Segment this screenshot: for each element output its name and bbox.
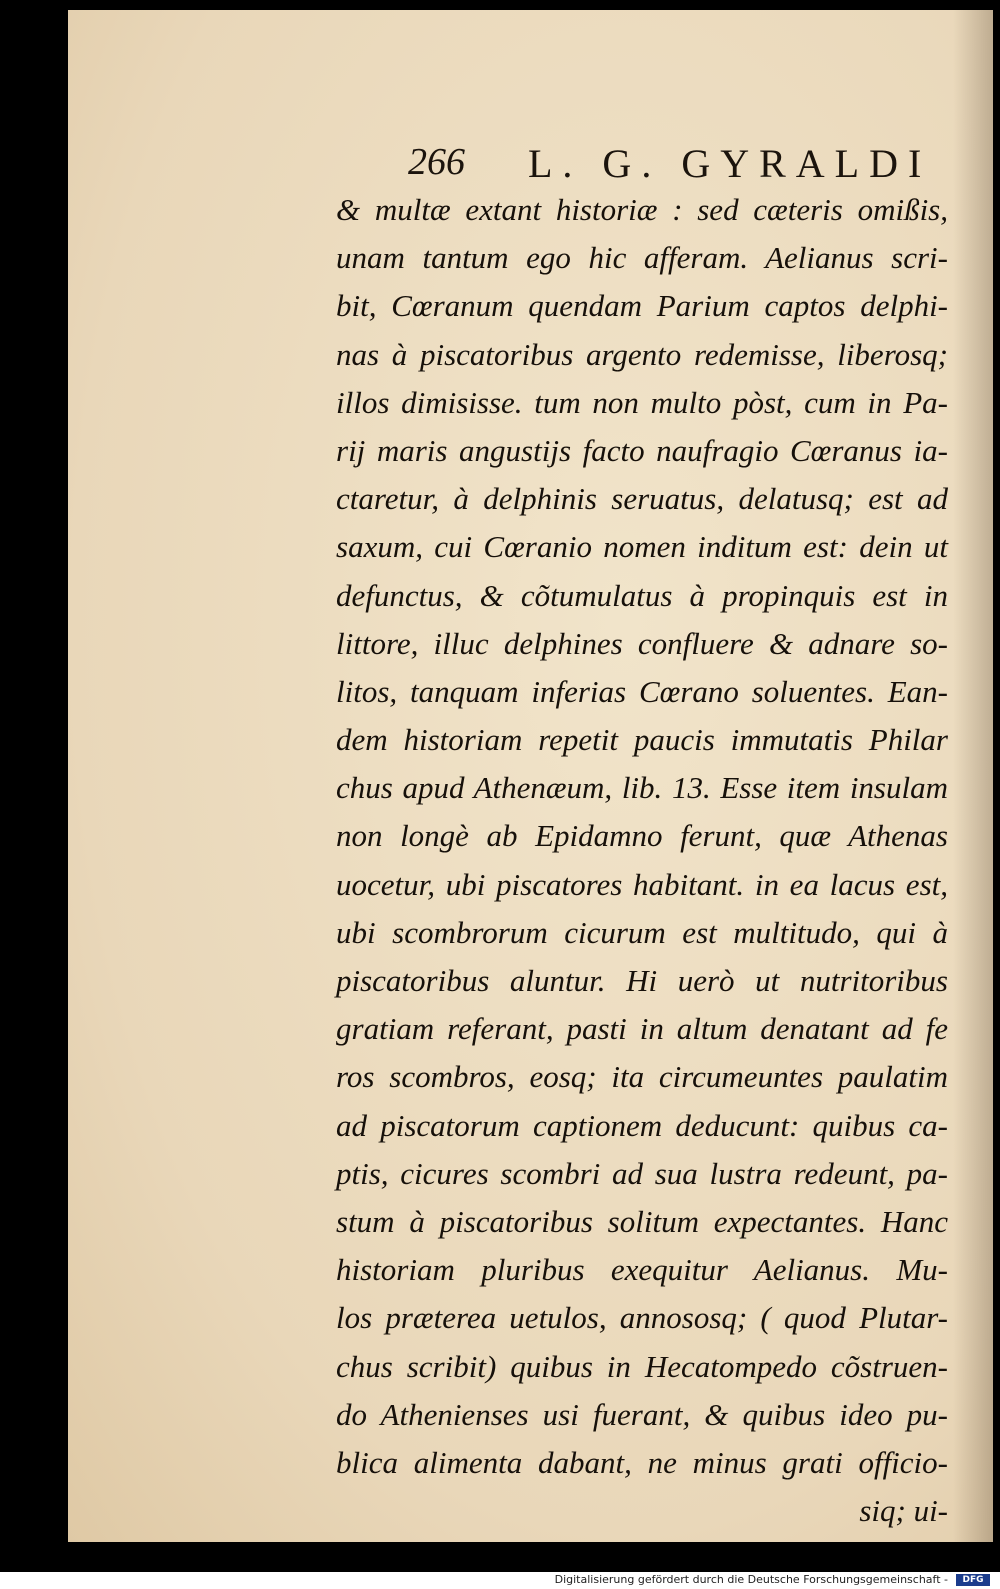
text-line: historiam pluribus exequitur Aelianus. Mu- <box>336 1252 948 1288</box>
text-line: saxum, cui Cœranio nomen inditum est: dein ut <box>336 529 948 565</box>
text-line: ad piscatorum captionem deducunt: quibus ca- <box>336 1107 948 1143</box>
text-line: chus scribit) quibus in Hecatompedo cõstruen- <box>336 1348 948 1384</box>
text-line: nas à piscatoribus argento redemisse, liberosq; <box>336 336 948 372</box>
text-line: litos, tanquam inferias Cœrano soluentes. Ean- <box>336 673 948 709</box>
text-line: rij maris angustijs facto naufragio Cœranus ia- <box>336 432 948 468</box>
running-head: L. G. GYRALDI <box>528 141 932 186</box>
text-line: ctaretur, à delphinis seruatus, delatusq; est ad <box>336 481 948 517</box>
text-line: ros scombros, eosq; ita circumeuntes paulatim <box>336 1059 948 1095</box>
text-line: uocetur, ubi piscatores habitant. in ea lacus est, <box>336 866 948 902</box>
text-line: ubi scombrorum cicurum est multitudo, qui à <box>336 914 948 950</box>
text-line: dem historiam repetit paucis immutatis Philar <box>336 722 948 758</box>
text-line: bit, Cœranum quendam Parium captos delphi- <box>336 288 948 324</box>
text-line: do Athenienses usi fuerant, & quibus ideo pu- <box>336 1396 948 1432</box>
text-line: los præterea uetulos, annososq; ( quod Plutar- <box>336 1300 948 1336</box>
text-line: illos dimisisse. tum non multo pòst, cum in Pa- <box>336 384 948 420</box>
text-line: gratiam referant, pasti in altum denatant ad fe <box>336 1011 948 1047</box>
text-line: non longè ab Epidamno ferunt, quæ Athenas <box>336 818 948 854</box>
text-line: piscatoribus aluntur. Hi uerò ut nutritoribus <box>336 963 948 998</box>
text-line: defunctus, & cõtumulatus à propinquis est in <box>336 577 948 613</box>
text-line: littore, illuc delphines confluere & adnare so- <box>336 625 948 661</box>
text-line: stum à piscatoribus solitum expectantes. Hanc <box>336 1203 948 1239</box>
digitization-footer <box>0 1572 1000 1589</box>
body-text <box>336 186 948 1535</box>
text-line: chus apud Athenæum, lib. 13. Esse item insulam <box>336 770 948 806</box>
text-line: ptis, cicures scombri ad sua lustra redeunt, pa- <box>336 1155 948 1191</box>
funding-credit: Digitalisierung gefördert durch die Deutsche Forschungsgemeinschaft - <box>554 1573 948 1586</box>
page-header <box>408 140 998 190</box>
page-edge-shadow <box>953 10 993 1542</box>
text-line: unam tantum ego hic afferam. Aelianus scri- <box>336 240 948 276</box>
text-line: blica alimenta dabant, ne minus grati officio- <box>336 1444 948 1480</box>
page-number: 266 <box>408 141 465 183</box>
dfg-logo: DFG <box>956 1574 990 1586</box>
catchword-line: siq; ui- <box>859 1493 948 1529</box>
text-line: & multæ extant historiæ : sed cæteris omißis, <box>336 192 948 227</box>
